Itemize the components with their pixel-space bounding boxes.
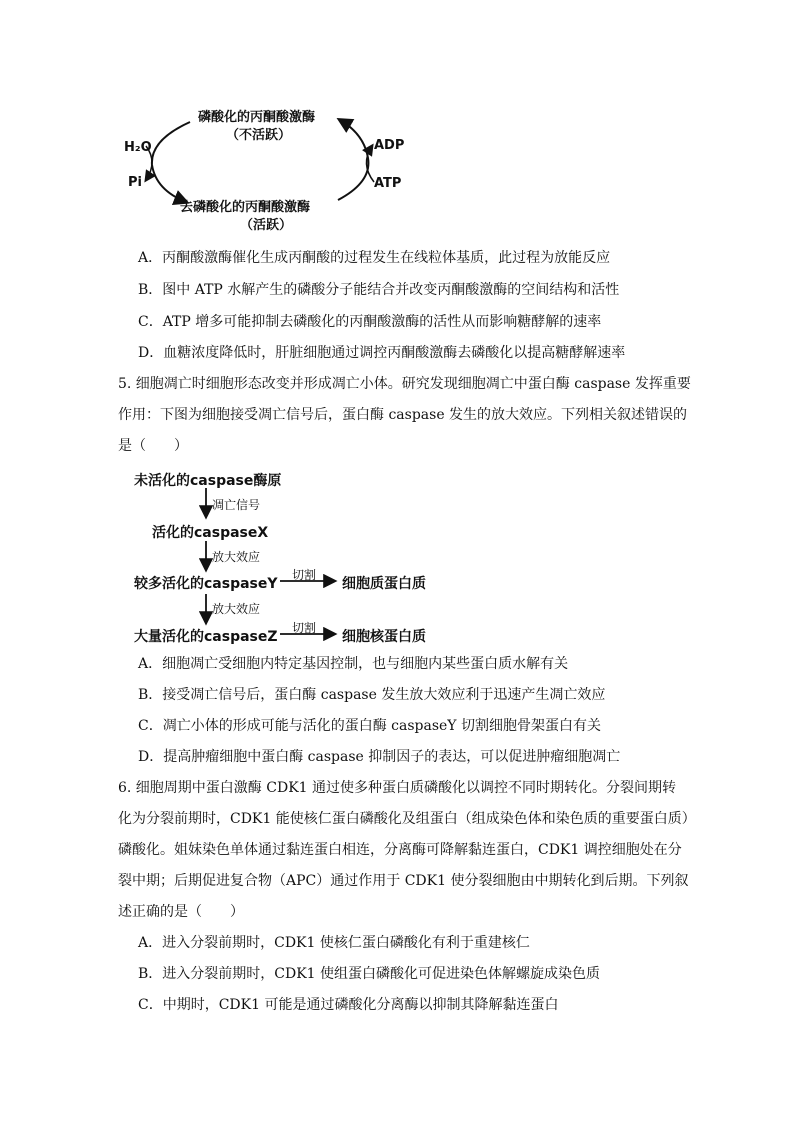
cytoplasmic-protein-node: 细胞质蛋白质 <box>342 576 426 592</box>
adp-label: ADP <box>374 138 405 153</box>
q6-option-b: B．进入分裂前期时，CDK1 使组蛋白磷酸化可促进染色体解螺旋成染色质 <box>138 966 601 982</box>
q5-option-c: C．凋亡小体的形成可能与活化的蛋白酶 caspaseY 切割细胞骨架蛋白有关 <box>138 718 602 734</box>
q6-stem-line-2: 化为分裂前期时，CDK1 能使核仁蛋白磷酸化及组蛋白（组成染色体和染色质的重要蛋白质） <box>118 811 696 827</box>
cleave-label-1: 切割 <box>292 568 317 582</box>
cleave-label-2: 切割 <box>292 621 317 635</box>
caspase-x-node: 活化的caspaseX <box>152 525 269 541</box>
q5-option-b: B．接受凋亡信号后，蛋白酶 caspase 发生放大效应利于迅速产生凋亡效应 <box>138 687 606 703</box>
caspase-z-node: 大量活化的caspaseZ <box>134 629 278 645</box>
apoptosis-signal-label: 凋亡信号 <box>212 498 261 512</box>
q5-option-d: D．提高肿瘤细胞中蛋白酶 caspase 抑制因子的表达，可以促进肿瘤细胞凋亡 <box>138 749 621 765</box>
q5-stem-line-3: 是（ ） <box>118 438 188 454</box>
caspase-y-node: 较多活化的caspaseY <box>134 576 278 592</box>
q6-option-a: A．进入分裂前期时，CDK1 使核仁蛋白磷酸化有利于重建核仁 <box>138 935 530 951</box>
amplification-label-2: 放大效应 <box>212 602 261 616</box>
dephosphorylated-kinase-label: 去磷酸化的丙酮酸激酶 <box>180 200 311 215</box>
q5-option-a: A．细胞凋亡受细胞内特定基因控制，也与细胞内某些蛋白质水解有关 <box>138 656 569 672</box>
q4-option-c: C．ATP 增多可能抑制去磷酸化的丙酮酸激酶的活性从而影响糖酵解的速率 <box>138 314 602 330</box>
atp-label: ATP <box>374 176 402 191</box>
amplification-label-1: 放大效应 <box>212 550 261 564</box>
pi-label: Pi <box>128 175 142 190</box>
q6-stem-line-1: 6. 细胞周期中蛋白激酶 CDK1 通过使多种蛋白质磷酸化以调控不同时期转化。分裂间期转 <box>118 780 677 796</box>
active-label: （活跃） <box>240 218 293 233</box>
h2o-label: H₂O <box>124 140 152 155</box>
q4-option-b: B．图中 ATP 水解产生的磷酸分子能结合并改变丙酮酸激酶的空间结构和活性 <box>138 282 620 298</box>
q5-stem-line-2: 作用：下图为细胞接受凋亡信号后，蛋白酶 caspase 发生的放大效应。下列相关叙述错误的 <box>118 407 688 423</box>
q6-stem-line-3: 磷酸化。姐妹染色单体通过黏连蛋白相连，分离酶可降解黏连蛋白，CDK1 调控细胞处在分 <box>118 842 682 858</box>
q4-option-d: D．血糖浓度降低时，肝脏细胞通过调控丙酮酸激酶去磷酸化以提高糖酵解速率 <box>138 345 626 361</box>
inactive-label: （不活跃） <box>226 128 292 143</box>
q4-option-a: A．丙酮酸激酶催化生成丙酮酸的过程发生在线粒体基质，此过程为放能反应 <box>138 250 611 266</box>
q6-option-c: C．中期时，CDK1 可能是通过磷酸化分离酶以抑制其降解黏连蛋白 <box>138 997 559 1013</box>
q5-stem-line-1: 5. 细胞凋亡时细胞形态改变并形成凋亡小体。研究发现细胞凋亡中蛋白酶 caspase 发挥重要 <box>118 376 691 392</box>
nuclear-protein-node: 细胞核蛋白质 <box>342 629 426 645</box>
q6-stem-line-4: 裂中期；后期促进复合物（APC）通过作用于 CDK1 使分裂细胞由中期转化到后期。下列叙 <box>118 873 689 889</box>
phosphorylated-kinase-label: 磷酸化的丙酮酸激酶 <box>198 110 316 125</box>
q6-stem-line-5: 述正确的是（ ） <box>118 904 244 920</box>
procaspase-node: 未活化的caspase酶原 <box>134 473 282 489</box>
